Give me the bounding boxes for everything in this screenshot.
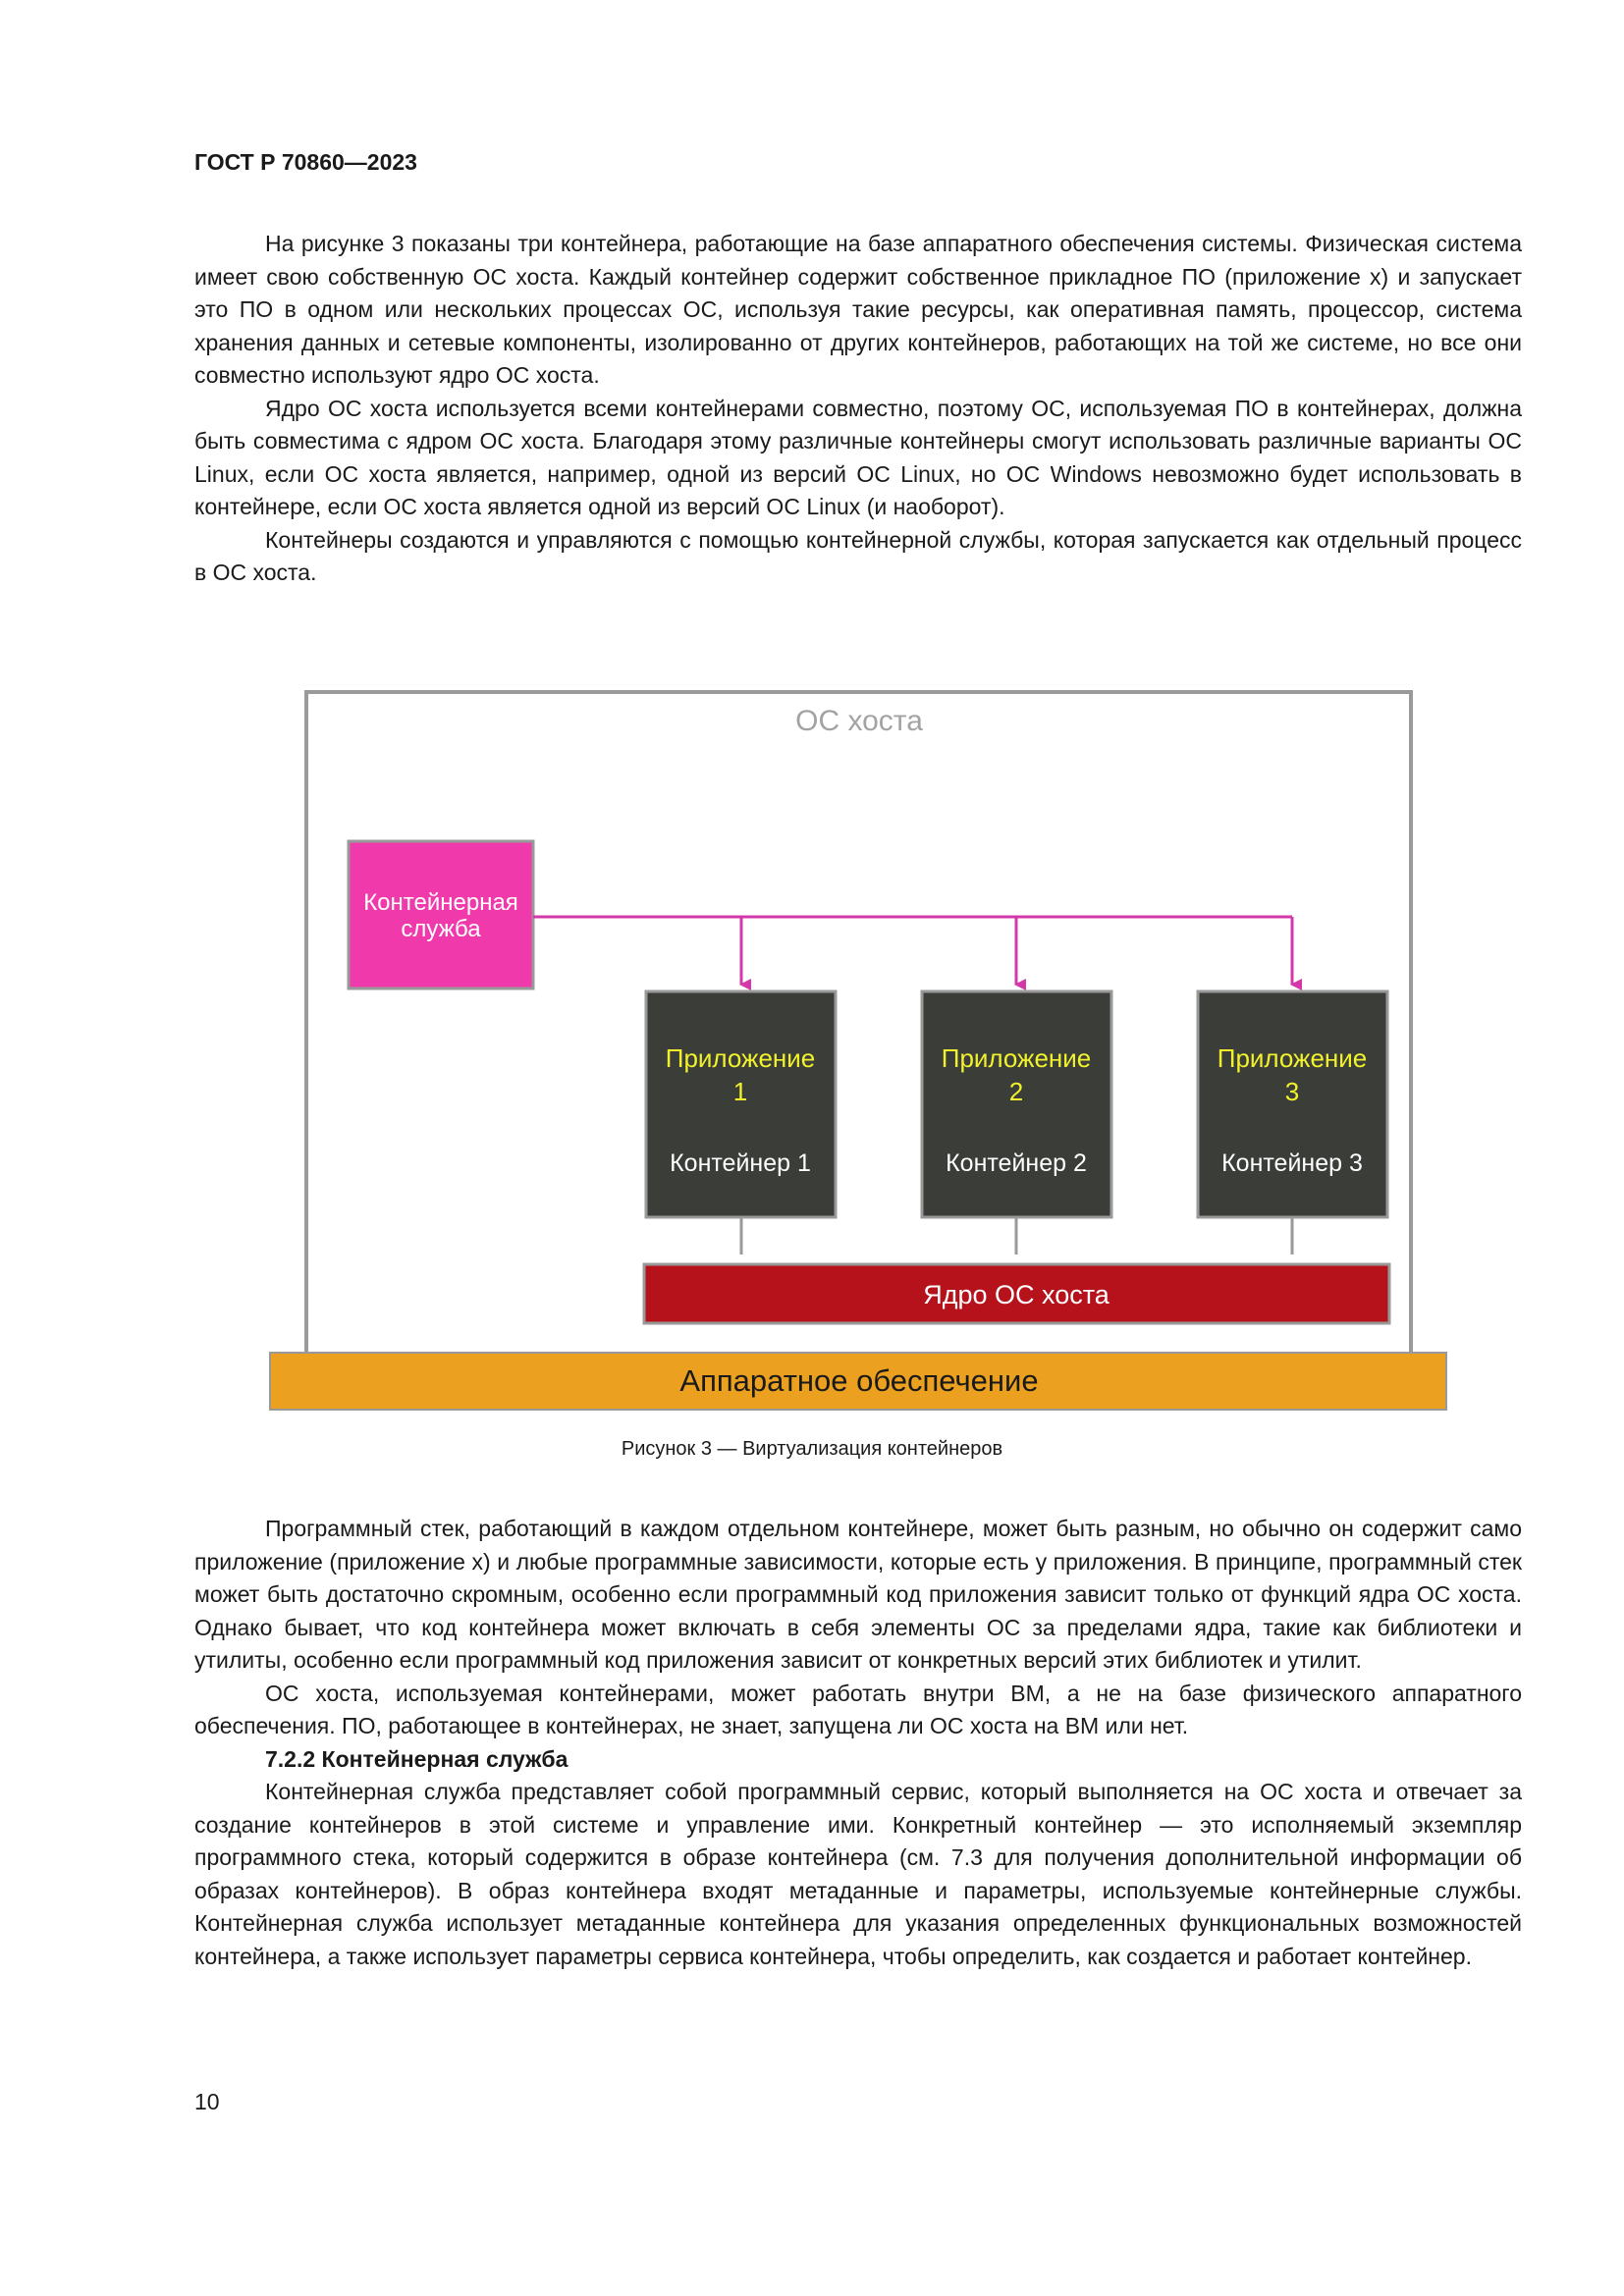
container-virtualization-figure bbox=[260, 677, 1458, 1414]
paragraph: Контейнеры создаются и управляются с помощью контейнерной службы, которая запускается как отдельный процесс в ОС хоста. bbox=[194, 526, 1522, 585]
paragraph: На рисунке 3 показаны три контейнера, работающие на базе аппаратного обеспечения системы. Физическая система имеет свою собственную ОС хоста. Каждый контейнер содержит собственное прикладное ПО (приложение x) и запускает это ПО в одном или нескольких процессах ОС, используя такие ресурсы, как оперативная память, процессор, система хранения данных и сетевые компоненты, изолированно от других контейнеров, работающих на той же системе, но все они совместно используют ядро ОС хоста. bbox=[194, 231, 1522, 388]
paragraph: Программный стек, работающий в каждом отдельном контейнере, может быть разным, но обычно он содержит само приложение (приложение x) и любые программные зависимости, которые есть у приложения. В принципе, программный стек может быть достаточно скромным, особенно если программный код приложения зависит только от функций ядра ОС хоста. Однако бывает, что код контейнера может включать в себя элементы ОС за пределами ядра, такие как библиотеки и утилиты, особенно если программный код приложения зависит от конкретных версий этих библиотек и утилит. bbox=[194, 1516, 1522, 1673]
container-service-label-line1: Контейнерная bbox=[363, 889, 518, 916]
paragraph: Контейнерная служба представляет собой программный сервис, который выполняется на ОС хоста и отвечает за создание контейнеров в этой системе и управление ими. Конкретный контейнер — это исполняемый экземпляр программного стека, который содержится в образе контейнера (см. 7.3 для получения дополнительной информации об образах контейнеров). В образ контейнера входят метаданные и параметры, используемые контейнерные службы. Контейнерная служба использует метаданные контейнера для указания определенных функциональных возможностей контейнера, а также использует параметры сервиса контейнера, чтобы определить, как создается и работает контейнер. bbox=[194, 1779, 1522, 1969]
container-1-app-line2: 1 bbox=[732, 1077, 748, 1106]
text-block-bottom bbox=[194, 1513, 1522, 1973]
container-1-app-line1: Приложение bbox=[665, 1043, 816, 1073]
document-header: ГОСТ Р 70860—2023 bbox=[194, 149, 417, 175]
container-3-label: Контейнер 3 bbox=[1221, 1149, 1363, 1177]
host-os-label: ОС хоста bbox=[795, 705, 923, 737]
container-2-app-line2: 2 bbox=[1008, 1077, 1024, 1106]
container-1-label: Контейнер 1 bbox=[670, 1149, 811, 1177]
section-heading: 7.2.2 Контейнерная служба bbox=[265, 1745, 568, 1772]
container-service-label-line2: служба bbox=[401, 916, 481, 942]
figure-caption: Рисунок 3 — Виртуализация контейнеров bbox=[621, 1438, 1003, 1460]
paragraph: ОС хоста, используемая контейнерами, может работать внутри ВМ, а не на базе физического аппаратного обеспечения. ПО, работающее в контейнерах, не знает, запущена ли ОС хоста на ВМ или нет. bbox=[194, 1680, 1522, 1738]
container-2-app-line1: Приложение bbox=[941, 1043, 1092, 1073]
hardware-label: Аппаратное обеспечение bbox=[679, 1363, 1039, 1398]
host-kernel-label: Ядро ОС хоста bbox=[923, 1280, 1110, 1309]
container-2-label: Контейнер 2 bbox=[946, 1149, 1087, 1177]
text-block-top bbox=[194, 228, 1522, 590]
container-3-app-line2: 3 bbox=[1284, 1077, 1300, 1106]
page-number: 10 bbox=[194, 2089, 220, 2114]
paragraph: Ядро ОС хоста используется всеми контейнерами совместно, поэтому ОС, используемая ПО в контейнерах, должна быть совместима с ядром ОС хоста. Благодаря этому различные контейнеры смогут использовать различные варианты ОС Linux, если ОС хоста является, например, одной из версий ОС Linux, но ОС Windows невозможно будет использовать в контейнере, если ОС хоста является одной из версий ОС Linux (и наоборот). bbox=[194, 395, 1522, 519]
container-3-app-line1: Приложение bbox=[1217, 1043, 1368, 1073]
